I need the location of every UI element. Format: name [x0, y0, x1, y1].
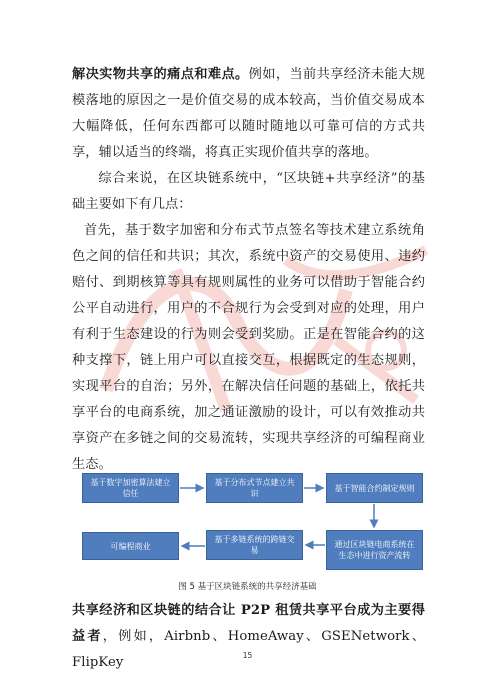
paragraph-3-text: 首先，基于数字加密和分布式节点签名等技术建立系统角色之间的信任和共识；其次，系统中资产的交易使用、违约赔付、到期核算等具有规则属性的业务可以借助于智能合约公平自动进行，用户的不合规行为会受到对应的处理，用户有利于生态建设的行为则会受到奖励。正是在智能合约的这种支撑下，链上用户可以直接交互，根据既定的生态规则，实现平台的自治；另外，在解决信任问题的基础上，依托共享平台的电商系统，加之通证激励的设计，可以有效推动共享资产在多链之间的交易流转，实现共享经济的可编程商业生态。 [72, 223, 425, 472]
paragraph-4-text: ，例如，Airbnb、HomeAway、GSENetwork、FlipKey [72, 629, 425, 670]
paragraph-3 [72, 218, 425, 478]
paragraph-1-text: 例如，当前共享经济未能大规模落地的原因之一是价值交易的成本较高，当价值交易成本大幅降低，任何东西都可以随时随地以可靠可信的方式共享，辅以适当的终端，将真正实现价值共享的落地。 [72, 67, 425, 160]
paragraph-4-bold: 共享经济和区块链的结合让 P2P 租赁共享平台成为主要得益者 [72, 603, 425, 644]
paragraph-2: 综合来说，在区块链系统中，“区块链+共享经济”的基础主要如下有几点： [72, 171, 425, 212]
paragraph-1-bold: 解决实物共享的痛点和难点。 [72, 67, 249, 82]
diagram-box-consensus: 基于分布式节点建立共识 [206, 473, 303, 503]
diagram-box-cross-chain: 基于多链系统的跨链交易 [206, 530, 303, 560]
diagram-box-programmable-business: 可编程商业 [82, 532, 179, 560]
figure-caption: 图 5 基于区块链系统的共享经济基础 [178, 582, 317, 592]
diagram-box-rules: 基于智能合约制定规则 [326, 473, 423, 503]
paragraph-1 [72, 62, 425, 166]
diagram-box-asset-flow: 通过区块链电商系统在生态中进行资产流转 [326, 530, 423, 570]
page-number: 15 [242, 651, 253, 660]
diagram-box-trust: 基于数字加密算法建立信任 [82, 473, 179, 503]
paragraph-4 [72, 598, 425, 676]
